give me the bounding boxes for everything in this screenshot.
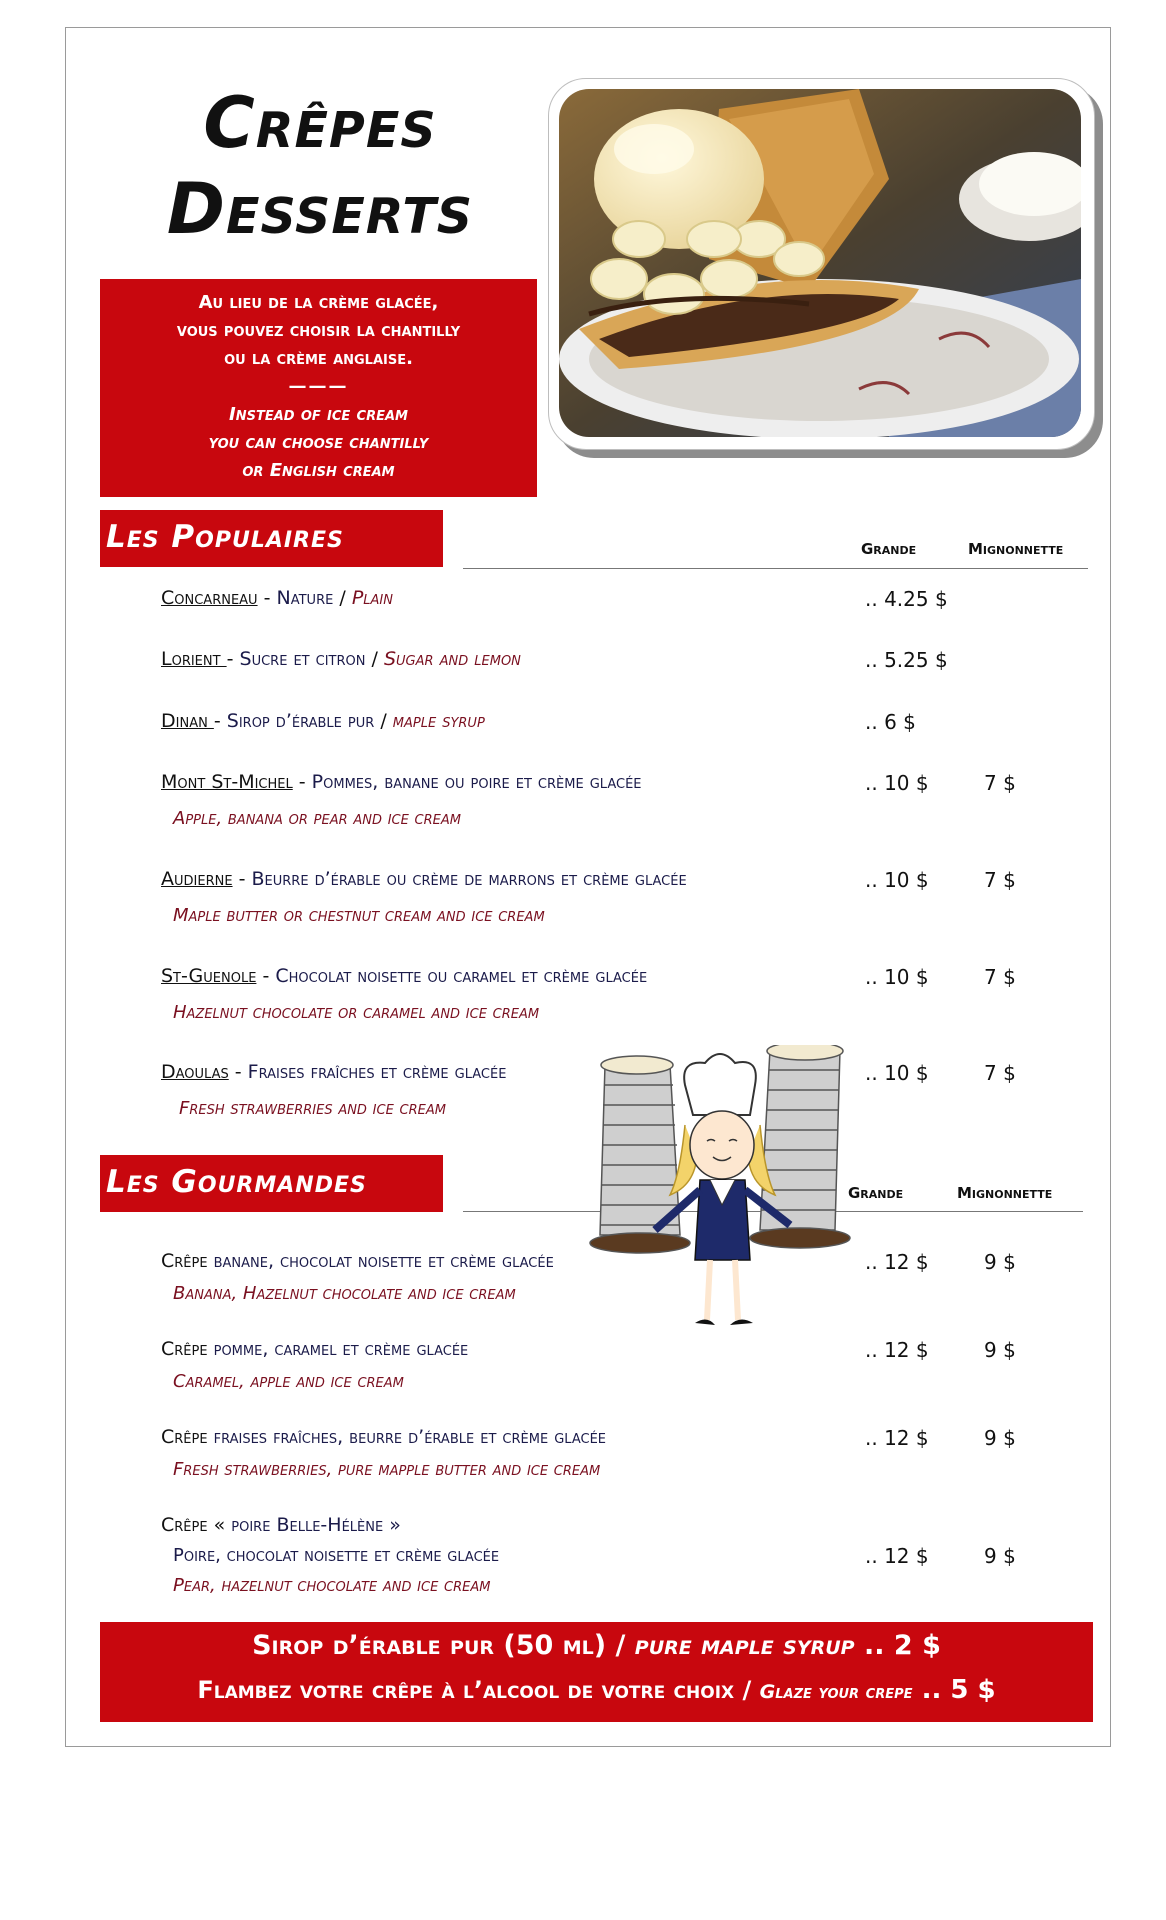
price-mignonnette: 9 $ xyxy=(984,1250,1016,1274)
notice-en-line-2: you can choose chantilly xyxy=(208,432,429,453)
col-header-mignonnette: Mignonnette xyxy=(957,1184,1053,1202)
col-header-grande: Grande xyxy=(861,540,917,558)
item-description-en: maple syrup xyxy=(392,710,485,732)
item-description-en: Apple, banana or pear and ice cream xyxy=(173,808,461,829)
item-description-fr: Pommes, banane ou poire et crème glacée xyxy=(311,771,642,793)
menu-title xyxy=(100,80,540,252)
item-description-fr: Fraises fraîches et crème glacée xyxy=(247,1061,507,1083)
item-description-fr: poire Belle-Hélène » xyxy=(231,1514,401,1536)
item-name: Lorient xyxy=(161,648,227,670)
item-prefix: Crêpe xyxy=(161,1250,214,1272)
col-header-grande: Grande xyxy=(848,1184,904,1202)
price-grande: .. 10 $ xyxy=(865,965,929,989)
ice-cream-substitution-notice xyxy=(100,279,537,497)
notice-fr-line-1: Au lieu de la crème glacée, xyxy=(198,292,439,313)
price-mignonnette: 9 $ xyxy=(984,1338,1016,1362)
item-slash: / xyxy=(333,587,352,609)
price-grande: .. 12 $ xyxy=(865,1426,929,1450)
chef-with-crepe-stacks-illustration xyxy=(585,1045,860,1335)
item-separator: - xyxy=(228,1061,248,1083)
notice-en-line-1: Instead of ice cream xyxy=(229,404,408,425)
title-line-2: Desserts xyxy=(166,168,474,250)
price-mignonnette: 7 $ xyxy=(984,868,1016,892)
price-mignonnette: 7 $ xyxy=(984,771,1016,795)
item-name: St-Guenole xyxy=(161,965,257,987)
price-mignonnette: 9 $ xyxy=(984,1426,1016,1450)
item-prefix: Crêpe xyxy=(161,1426,214,1448)
item-separator: - xyxy=(256,965,276,987)
item-description-fr: pomme, caramel et crème glacée xyxy=(213,1338,469,1360)
item-separator: - xyxy=(226,648,240,670)
list-item xyxy=(161,1250,554,1272)
list-item xyxy=(161,771,642,793)
list-item xyxy=(161,965,647,987)
item-description-en: Plain xyxy=(351,587,393,609)
notice-fr-line-3: ou la crème anglaise. xyxy=(224,348,413,369)
item-name: Concarneau xyxy=(161,587,258,609)
item-slash: / xyxy=(365,648,384,670)
item-description-en: Fresh strawberries, pure mapple butter and ice cream xyxy=(173,1459,601,1480)
list-item xyxy=(161,710,485,732)
item-description-fr: Sucre et citron xyxy=(239,648,366,670)
list-item xyxy=(161,1514,401,1536)
crepe-ice-cream-illustration xyxy=(559,89,1081,437)
notice-en-line-3: or English cream xyxy=(242,460,395,481)
crepe-dessert-photo xyxy=(559,89,1081,437)
price-grande: .. 12 $ xyxy=(865,1338,929,1362)
item-slash: / xyxy=(374,710,393,732)
populaires-divider xyxy=(463,568,1088,569)
price-grande: .. 4.25 $ xyxy=(865,587,948,611)
item-description-en: Fresh strawberries and ice cream xyxy=(179,1098,446,1119)
item-description-fr: Chocolat noisette ou caramel et crème glacée xyxy=(275,965,648,987)
price-mignonnette: 7 $ xyxy=(984,965,1016,989)
price-grande: .. 10 $ xyxy=(865,1061,929,1085)
item-description-fr: banane, chocolat noisette et crème glacée xyxy=(213,1250,554,1272)
price-grande: .. 5.25 $ xyxy=(865,648,948,672)
price-grande: .. 10 $ xyxy=(865,868,929,892)
list-item xyxy=(161,1338,468,1360)
maple-syrup-label-en: pure maple syrup xyxy=(634,1630,855,1661)
maple-syrup-price: .. 2 $ xyxy=(854,1630,941,1661)
item-description-fr: Sirop d’érable pur xyxy=(226,710,375,732)
notice-fr-line-2: vous pouvez choisir la chantilly xyxy=(176,320,461,341)
list-item xyxy=(161,868,687,890)
price-mignonnette: 9 $ xyxy=(984,1544,1016,1568)
item-name: Mont St-Michel xyxy=(161,771,293,793)
flambe-label-en: Glaze your crepe xyxy=(759,1681,913,1703)
item-separator: - xyxy=(213,710,227,732)
chef-icon xyxy=(585,1045,860,1335)
price-grande: .. 6 $ xyxy=(865,710,916,734)
col-header-mignonnette: Mignonnette xyxy=(968,540,1064,558)
maple-syrup-label-fr: Sirop d’érable pur (50 ml) / xyxy=(252,1630,635,1661)
item-description-en: Maple butter or chestnut cream and ice cream xyxy=(173,905,545,926)
item-description-en: Hazelnut chocolate or caramel and ice cream xyxy=(173,1002,540,1023)
price-grande: .. 10 $ xyxy=(865,771,929,795)
flambe-price: .. 5 $ xyxy=(912,1675,996,1705)
price-mignonnette: 7 $ xyxy=(984,1061,1016,1085)
item-description-fr: Nature xyxy=(276,587,334,609)
item-description-fr: fraises fraîches, beurre d’érable et crème glacée xyxy=(213,1426,607,1448)
extras-line-maple-syrup xyxy=(100,1630,1093,1661)
item-name: Dinan xyxy=(161,710,214,732)
extras-line-flambe xyxy=(100,1675,1093,1705)
item-separator: - xyxy=(232,868,252,890)
item-description-fr: Beurre d’érable ou crème de marrons et crème glacée xyxy=(251,868,687,890)
section-heading-gourmandes: Les Gourmandes xyxy=(100,1155,443,1212)
item-description-en: Banana, Hazelnut chocolate and ice cream xyxy=(173,1283,516,1304)
price-grande: .. 12 $ xyxy=(865,1250,929,1274)
item-description-fr-2: Poire, chocolat noisette et crème glacée xyxy=(173,1545,500,1566)
dessert-photo-frame xyxy=(548,78,1095,450)
list-item xyxy=(161,587,393,609)
flambe-label-fr: Flambez votre crêpe à l’alcool de votre choix / xyxy=(197,1676,760,1704)
item-name: Daoulas xyxy=(161,1061,229,1083)
item-description-en: Pear, hazelnut chocolate and ice cream xyxy=(173,1575,491,1596)
item-name: Audierne xyxy=(161,868,233,890)
notice-divider: ——— xyxy=(288,376,349,397)
item-prefix: Crêpe « xyxy=(161,1514,232,1536)
list-item xyxy=(161,1426,606,1448)
title-line-1: Crêpes xyxy=(203,82,437,164)
section-heading-populaires: Les Populaires xyxy=(100,510,443,567)
item-separator: - xyxy=(257,587,277,609)
extras-banner xyxy=(100,1622,1093,1722)
item-description-en: Sugar and lemon xyxy=(383,648,521,670)
price-grande: .. 12 $ xyxy=(865,1544,929,1568)
item-description-en: Caramel, apple and ice cream xyxy=(173,1371,404,1392)
list-item xyxy=(161,1061,506,1083)
item-separator: - xyxy=(292,771,312,793)
list-item xyxy=(161,648,521,670)
item-prefix: Crêpe xyxy=(161,1338,214,1360)
